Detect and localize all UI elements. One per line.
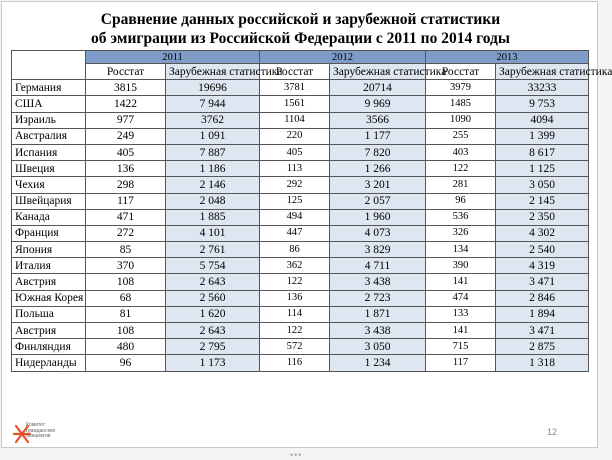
table-row bbox=[12, 339, 589, 355]
country-cell: Швейцария bbox=[12, 193, 86, 209]
page-number: 12 bbox=[546, 427, 557, 437]
foreign-value: 2 761 bbox=[166, 242, 260, 258]
rosstat-value: 1422 bbox=[86, 96, 166, 112]
rosstat-value: 405 bbox=[260, 144, 330, 160]
col-foreign-2011: Зарубежная статистика bbox=[166, 64, 260, 80]
foreign-value: 7 944 bbox=[166, 96, 260, 112]
rosstat-value: 281 bbox=[426, 177, 496, 193]
country-cell: США bbox=[12, 96, 86, 112]
rosstat-value: 1090 bbox=[426, 112, 496, 128]
country-cell: Испания bbox=[12, 144, 86, 160]
rosstat-value: 108 bbox=[86, 274, 166, 290]
foreign-value: 2 145 bbox=[496, 193, 589, 209]
foreign-value: 3762 bbox=[166, 112, 260, 128]
country-cell: Канада bbox=[12, 209, 86, 225]
country-cell: Польша bbox=[12, 306, 86, 322]
rosstat-value: 370 bbox=[86, 258, 166, 274]
rosstat-value: 114 bbox=[260, 306, 330, 322]
year-header-2012: 2012 bbox=[260, 51, 426, 64]
foreign-value: 4 319 bbox=[496, 258, 589, 274]
foreign-value: 3 471 bbox=[496, 274, 589, 290]
country-cell: Австрия bbox=[12, 274, 86, 290]
table-row bbox=[12, 193, 589, 209]
foreign-value: 7 887 bbox=[166, 144, 260, 160]
table-row bbox=[12, 112, 589, 128]
foreign-value: 33233 bbox=[496, 80, 589, 96]
rosstat-value: 292 bbox=[260, 177, 330, 193]
rosstat-value: 117 bbox=[426, 355, 496, 371]
country-cell: Германия bbox=[12, 80, 86, 96]
rosstat-value: 3979 bbox=[426, 80, 496, 96]
rosstat-value: 3815 bbox=[86, 80, 166, 96]
foreign-value: 9 753 bbox=[496, 96, 589, 112]
foreign-value: 4094 bbox=[496, 112, 589, 128]
foreign-value: 4 101 bbox=[166, 225, 260, 241]
foreign-value: 2 350 bbox=[496, 209, 589, 225]
rosstat-value: 572 bbox=[260, 339, 330, 355]
table-row bbox=[12, 306, 589, 322]
logo-text: Комитет гражданских инициатив bbox=[26, 422, 56, 439]
table-row bbox=[12, 96, 589, 112]
foreign-value: 2 048 bbox=[166, 193, 260, 209]
table-row bbox=[12, 258, 589, 274]
rosstat-value: 272 bbox=[86, 225, 166, 241]
foreign-value: 8 617 bbox=[496, 144, 589, 160]
table-row bbox=[12, 274, 589, 290]
foreign-value: 5 754 bbox=[166, 258, 260, 274]
rosstat-value: 122 bbox=[260, 274, 330, 290]
foreign-value: 1 871 bbox=[330, 306, 426, 322]
foreign-value: 2 846 bbox=[496, 290, 589, 306]
col-rosstat-2011: Росстат bbox=[86, 64, 166, 80]
rosstat-value: 81 bbox=[86, 306, 166, 322]
rosstat-value: 113 bbox=[260, 161, 330, 177]
rosstat-value: 1485 bbox=[426, 96, 496, 112]
table-row bbox=[12, 323, 589, 339]
foreign-value: 1 399 bbox=[496, 128, 589, 144]
rosstat-value: 326 bbox=[426, 225, 496, 241]
year-header-2011: 2011 bbox=[86, 51, 260, 64]
foreign-value: 1 177 bbox=[330, 128, 426, 144]
table-row bbox=[12, 225, 589, 241]
country-cell: Австралия bbox=[12, 128, 86, 144]
foreign-value: 1 266 bbox=[330, 161, 426, 177]
country-cell: Чехия bbox=[12, 177, 86, 193]
foreign-value: 20714 bbox=[330, 80, 426, 96]
country-cell: Нидерланды bbox=[12, 355, 86, 371]
rosstat-value: 255 bbox=[426, 128, 496, 144]
foreign-value: 1 620 bbox=[166, 306, 260, 322]
rosstat-value: 3781 bbox=[260, 80, 330, 96]
country-cell: Италия bbox=[12, 258, 86, 274]
rosstat-value: 141 bbox=[426, 274, 496, 290]
rosstat-value: 108 bbox=[86, 323, 166, 339]
slide-dots: ••• bbox=[290, 450, 303, 460]
foreign-value: 3 829 bbox=[330, 242, 426, 258]
foreign-value: 2 560 bbox=[166, 290, 260, 306]
foreign-value: 1 173 bbox=[166, 355, 260, 371]
rosstat-value: 447 bbox=[260, 225, 330, 241]
rosstat-value: 136 bbox=[86, 161, 166, 177]
col-foreign-2013: Зарубежная статистика bbox=[496, 64, 589, 80]
table-row bbox=[12, 209, 589, 225]
rosstat-value: 68 bbox=[86, 290, 166, 306]
foreign-value: 2 540 bbox=[496, 242, 589, 258]
rosstat-value: 474 bbox=[426, 290, 496, 306]
country-cell: Южная Корея bbox=[12, 290, 86, 306]
foreign-value: 4 711 bbox=[330, 258, 426, 274]
rosstat-value: 117 bbox=[86, 193, 166, 209]
country-cell: Швеция bbox=[12, 161, 86, 177]
title-line-1: Сравнение данных российской и зарубежной статистики bbox=[100, 11, 501, 28]
rosstat-value: 298 bbox=[86, 177, 166, 193]
corner-cell bbox=[12, 51, 86, 80]
rosstat-value: 86 bbox=[260, 242, 330, 258]
rosstat-value: 494 bbox=[260, 209, 330, 225]
foreign-value: 1 894 bbox=[496, 306, 589, 322]
table-row bbox=[12, 161, 589, 177]
rosstat-value: 116 bbox=[260, 355, 330, 371]
foreign-value: 4 073 bbox=[330, 225, 426, 241]
rosstat-value: 96 bbox=[426, 193, 496, 209]
slide-title bbox=[2, 10, 599, 48]
year-header-2013: 2013 bbox=[426, 51, 589, 64]
country-cell: Франция bbox=[12, 225, 86, 241]
rosstat-value: 715 bbox=[426, 339, 496, 355]
foreign-value: 9 969 bbox=[330, 96, 426, 112]
rosstat-value: 1104 bbox=[260, 112, 330, 128]
rosstat-value: 362 bbox=[260, 258, 330, 274]
col-rosstat-2012: Росстат bbox=[260, 64, 330, 80]
country-cell: Япония bbox=[12, 242, 86, 258]
foreign-value: 1 234 bbox=[330, 355, 426, 371]
rosstat-value: 96 bbox=[86, 355, 166, 371]
foreign-value: 2 795 bbox=[166, 339, 260, 355]
rosstat-value: 136 bbox=[260, 290, 330, 306]
rosstat-value: 125 bbox=[260, 193, 330, 209]
rosstat-value: 471 bbox=[86, 209, 166, 225]
rosstat-value: 122 bbox=[426, 161, 496, 177]
table-row bbox=[12, 242, 589, 258]
table-row bbox=[12, 144, 589, 160]
title-line-2: об эмиграции из Российской Федерации с 2011 по 2014 годы bbox=[91, 30, 510, 47]
slide bbox=[1, 1, 612, 448]
table-row bbox=[12, 177, 589, 193]
foreign-value: 3 201 bbox=[330, 177, 426, 193]
table-row bbox=[12, 128, 589, 144]
rosstat-value: 249 bbox=[86, 128, 166, 144]
foreign-value: 2 146 bbox=[166, 177, 260, 193]
foreign-value: 4 302 bbox=[496, 225, 589, 241]
foreign-value: 7 820 bbox=[330, 144, 426, 160]
col-foreign-2012: Зарубежная статистика bbox=[330, 64, 426, 80]
foreign-value: 1 186 bbox=[166, 161, 260, 177]
foreign-value: 3 050 bbox=[496, 177, 589, 193]
foreign-value: 1 125 bbox=[496, 161, 589, 177]
rosstat-value: 141 bbox=[426, 323, 496, 339]
foreign-value: 3 471 bbox=[496, 323, 589, 339]
foreign-value: 1 318 bbox=[496, 355, 589, 371]
foreign-value: 3 438 bbox=[330, 323, 426, 339]
foreign-value: 1 885 bbox=[166, 209, 260, 225]
foreign-value: 3 438 bbox=[330, 274, 426, 290]
table-row bbox=[12, 290, 589, 306]
rosstat-value: 133 bbox=[426, 306, 496, 322]
rosstat-value: 536 bbox=[426, 209, 496, 225]
foreign-value: 2 057 bbox=[330, 193, 426, 209]
foreign-value: 2 723 bbox=[330, 290, 426, 306]
rosstat-value: 134 bbox=[426, 242, 496, 258]
foreign-value: 2 643 bbox=[166, 274, 260, 290]
country-cell: Финляндия bbox=[12, 339, 86, 355]
foreign-value: 2 643 bbox=[166, 323, 260, 339]
table-row bbox=[12, 80, 589, 96]
rosstat-value: 390 bbox=[426, 258, 496, 274]
col-rosstat-2013: Росстат bbox=[426, 64, 496, 80]
rosstat-value: 480 bbox=[86, 339, 166, 355]
foreign-value: 1 091 bbox=[166, 128, 260, 144]
foreign-value: 3566 bbox=[330, 112, 426, 128]
foreign-value: 1 960 bbox=[330, 209, 426, 225]
rosstat-value: 977 bbox=[86, 112, 166, 128]
rosstat-value: 85 bbox=[86, 242, 166, 258]
foreign-value: 2 875 bbox=[496, 339, 589, 355]
country-cell: Австрия bbox=[12, 323, 86, 339]
foreign-value: 19696 bbox=[166, 80, 260, 96]
rosstat-value: 220 bbox=[260, 128, 330, 144]
table-row bbox=[12, 355, 589, 371]
country-cell: Израиль bbox=[12, 112, 86, 128]
foreign-value: 3 050 bbox=[330, 339, 426, 355]
emigration-table bbox=[11, 50, 612, 372]
rosstat-value: 403 bbox=[426, 144, 496, 160]
rosstat-value: 1561 bbox=[260, 96, 330, 112]
rosstat-value: 122 bbox=[260, 323, 330, 339]
rosstat-value: 405 bbox=[86, 144, 166, 160]
